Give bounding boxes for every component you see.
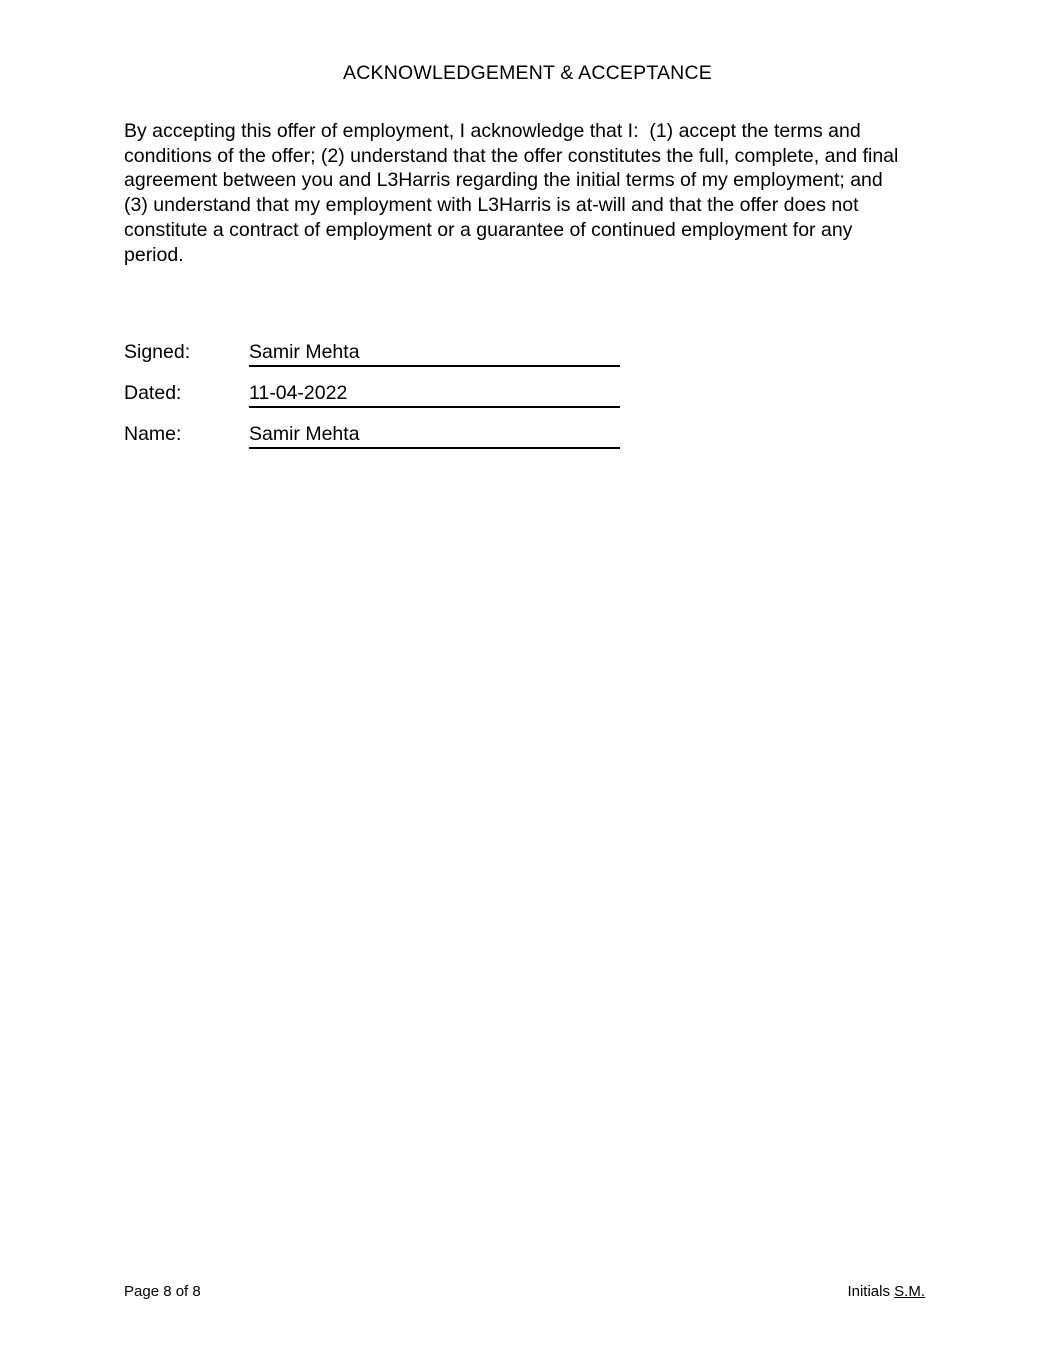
signature-block (124, 339, 620, 462)
signed-label: Signed: (124, 341, 191, 363)
page-footer (124, 1283, 925, 1301)
dated-value: 11-04-2022 (249, 381, 620, 408)
page-number: Page 8 of 8 (124, 1283, 201, 1300)
signature-row-name (124, 421, 620, 449)
signature-row-signed (124, 339, 620, 367)
signature-row-dated (124, 380, 620, 408)
page-title: ACKNOWLEDGEMENT & ACCEPTANCE (343, 62, 712, 84)
dated-label: Dated: (124, 382, 182, 404)
acknowledgement-paragraph: By accepting this offer of employment, I acknowledge that I: (1) accept the terms and conditions of the offer; (2) understand that the offer constitutes the full, complete, and final agreement between you and L3Harris regarding the initial terms of my employment; and (3) understand that my employment with L3Harris is at-will and that the offer does not constitute a contract of employment or a guarantee of continued employment for any period. (124, 120, 904, 266)
name-label: Name: (124, 423, 182, 445)
name-value: Samir Mehta (249, 422, 620, 449)
initials-value: S.M. (894, 1283, 925, 1300)
initials-label: Initials (847, 1283, 890, 1300)
initials-group (847, 1283, 925, 1301)
signed-value: Samir Mehta (249, 340, 620, 367)
